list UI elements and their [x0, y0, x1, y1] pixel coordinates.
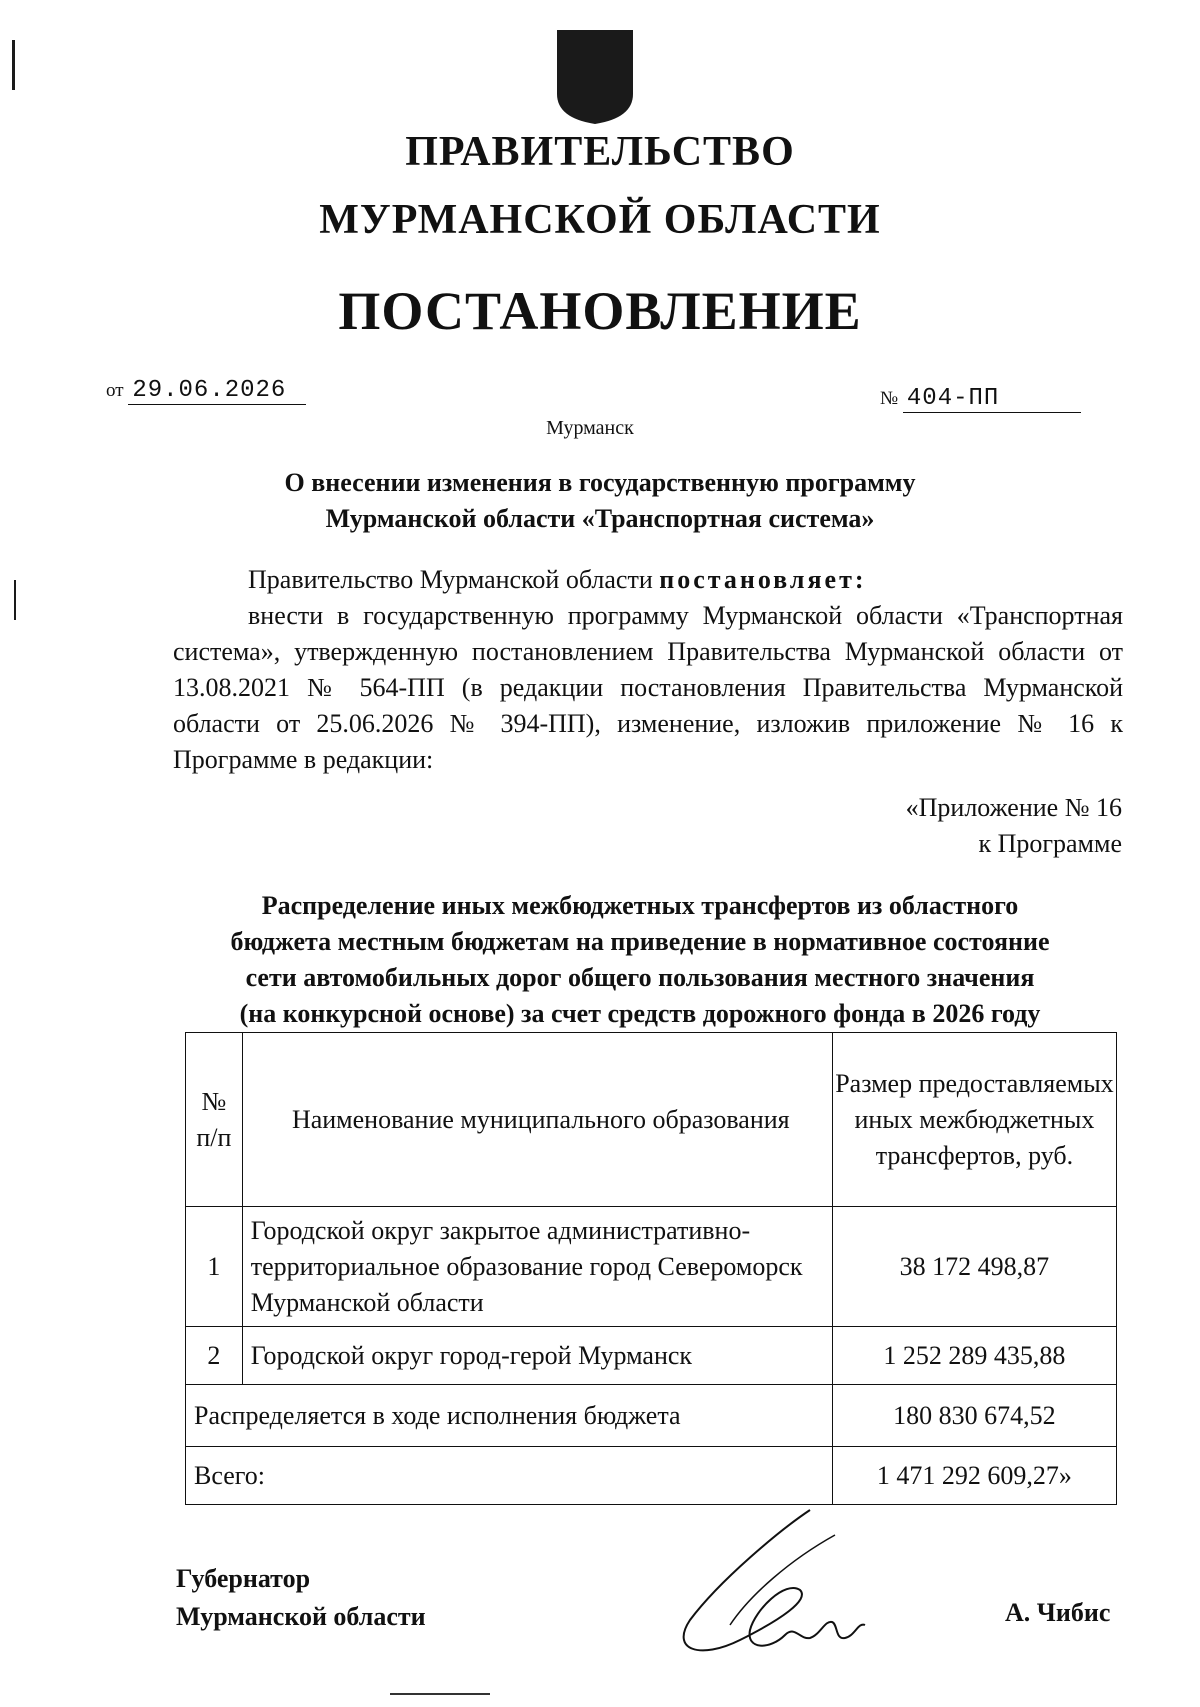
- handwritten-signature: [660, 1500, 880, 1670]
- table-title-line2: бюджета местным бюджетам на приведение в нормативное состояние: [230, 927, 1050, 956]
- row-amount-cell: 38 172 498,87: [832, 1207, 1116, 1327]
- date-prefix: от: [106, 380, 124, 401]
- resolution-paragraph: внести в государственную программу Мурманской области «Транспортная система», утвержденную постановлением Правительства Мурманской области от 13.08.2021 № 564-ПП (в редакции постановления Правительства Мурманской области от 25.06.2026 № 394-ПП), изменение, изложив приложение № 16 к Программе в редакции:: [173, 601, 1123, 774]
- row-num-cell: 1: [186, 1207, 243, 1327]
- signer-position-line2: Мурманской области: [176, 1602, 426, 1631]
- header-num-symbol: №: [201, 1086, 227, 1116]
- signer-name: А. Чибис: [1005, 1598, 1111, 1627]
- header-amount-cell: Размер предоставляемых иных межбюджетных трансфертов, руб.: [832, 1033, 1116, 1207]
- header-num-cell: [186, 1033, 243, 1207]
- table-header-row: [186, 1033, 1117, 1207]
- document-city: Мурманск: [546, 417, 634, 439]
- header-name-cell: Наименование муниципального образования: [242, 1033, 832, 1207]
- document-title: [150, 465, 1050, 537]
- resolves-word: постановляет:: [659, 565, 867, 594]
- document-title-line1: О внесении изменения в государственную программу: [284, 468, 916, 497]
- document-number: [880, 385, 1081, 413]
- document-title-line2: Мурманской области «Транспортная система»: [325, 504, 875, 533]
- distributed-label-cell: Распределяется в ходе исполнения бюджета: [186, 1385, 833, 1447]
- table-title-line3: сети автомобильных дорог общего пользования местного значения: [245, 963, 1035, 992]
- table-title: [160, 888, 1120, 1032]
- resolution-intro: [173, 562, 1123, 598]
- coat-of-arms-emblem: [555, 28, 635, 126]
- distributed-amount-cell: 180 830 674,52: [832, 1385, 1116, 1447]
- table-row-total: [186, 1447, 1117, 1505]
- scan-artifact: [14, 580, 16, 620]
- table-row: [186, 1327, 1117, 1385]
- document-date: [106, 377, 306, 405]
- appendix-line2: к Программе: [978, 829, 1122, 858]
- government-name-line2: МУРМАНСКОЙ ОБЛАСТИ: [319, 197, 881, 243]
- total-label-cell: Всего:: [186, 1447, 833, 1505]
- distribution-table: [185, 1032, 1117, 1505]
- table-row-distributed: [186, 1385, 1117, 1447]
- document-type-heading: ПОСТАНОВЛЕНИЕ: [338, 281, 862, 341]
- intro-text: Правительство Мурманской области: [248, 565, 653, 594]
- footer-rule: [390, 1693, 490, 1695]
- table-title-line1: Распределение иных межбюджетных трансфертов из областного: [261, 891, 1019, 920]
- number-prefix: №: [880, 388, 899, 409]
- appendix-line1: «Приложение № 16: [905, 793, 1122, 822]
- row-amount-cell: 1 252 289 435,88: [832, 1327, 1116, 1385]
- row-num-cell: 2: [186, 1327, 243, 1385]
- header-num-abbr: п/п: [196, 1122, 232, 1152]
- table-row: [186, 1207, 1117, 1327]
- row-name-cell: Городской округ город-герой Мурманск: [242, 1327, 832, 1385]
- scan-artifact: [12, 40, 15, 90]
- appendix-reference: [906, 790, 1122, 862]
- table-title-line4: (на конкурсной основе) за счет средств дорожного фонда в 2026 году: [239, 999, 1041, 1028]
- signer-position-line1: Губернатор: [176, 1564, 311, 1593]
- date-value: 29.06.2026: [128, 377, 306, 405]
- row-name-cell: Городской округ закрытое административно-территориальное образование город Североморск Мурманской области: [242, 1207, 832, 1327]
- government-name-line1: ПРАВИТЕЛЬСТВО: [405, 129, 795, 175]
- total-amount-cell: 1 471 292 609,27»: [832, 1447, 1116, 1505]
- number-value: 404-ПП: [903, 385, 1081, 413]
- signer-position: [176, 1560, 426, 1636]
